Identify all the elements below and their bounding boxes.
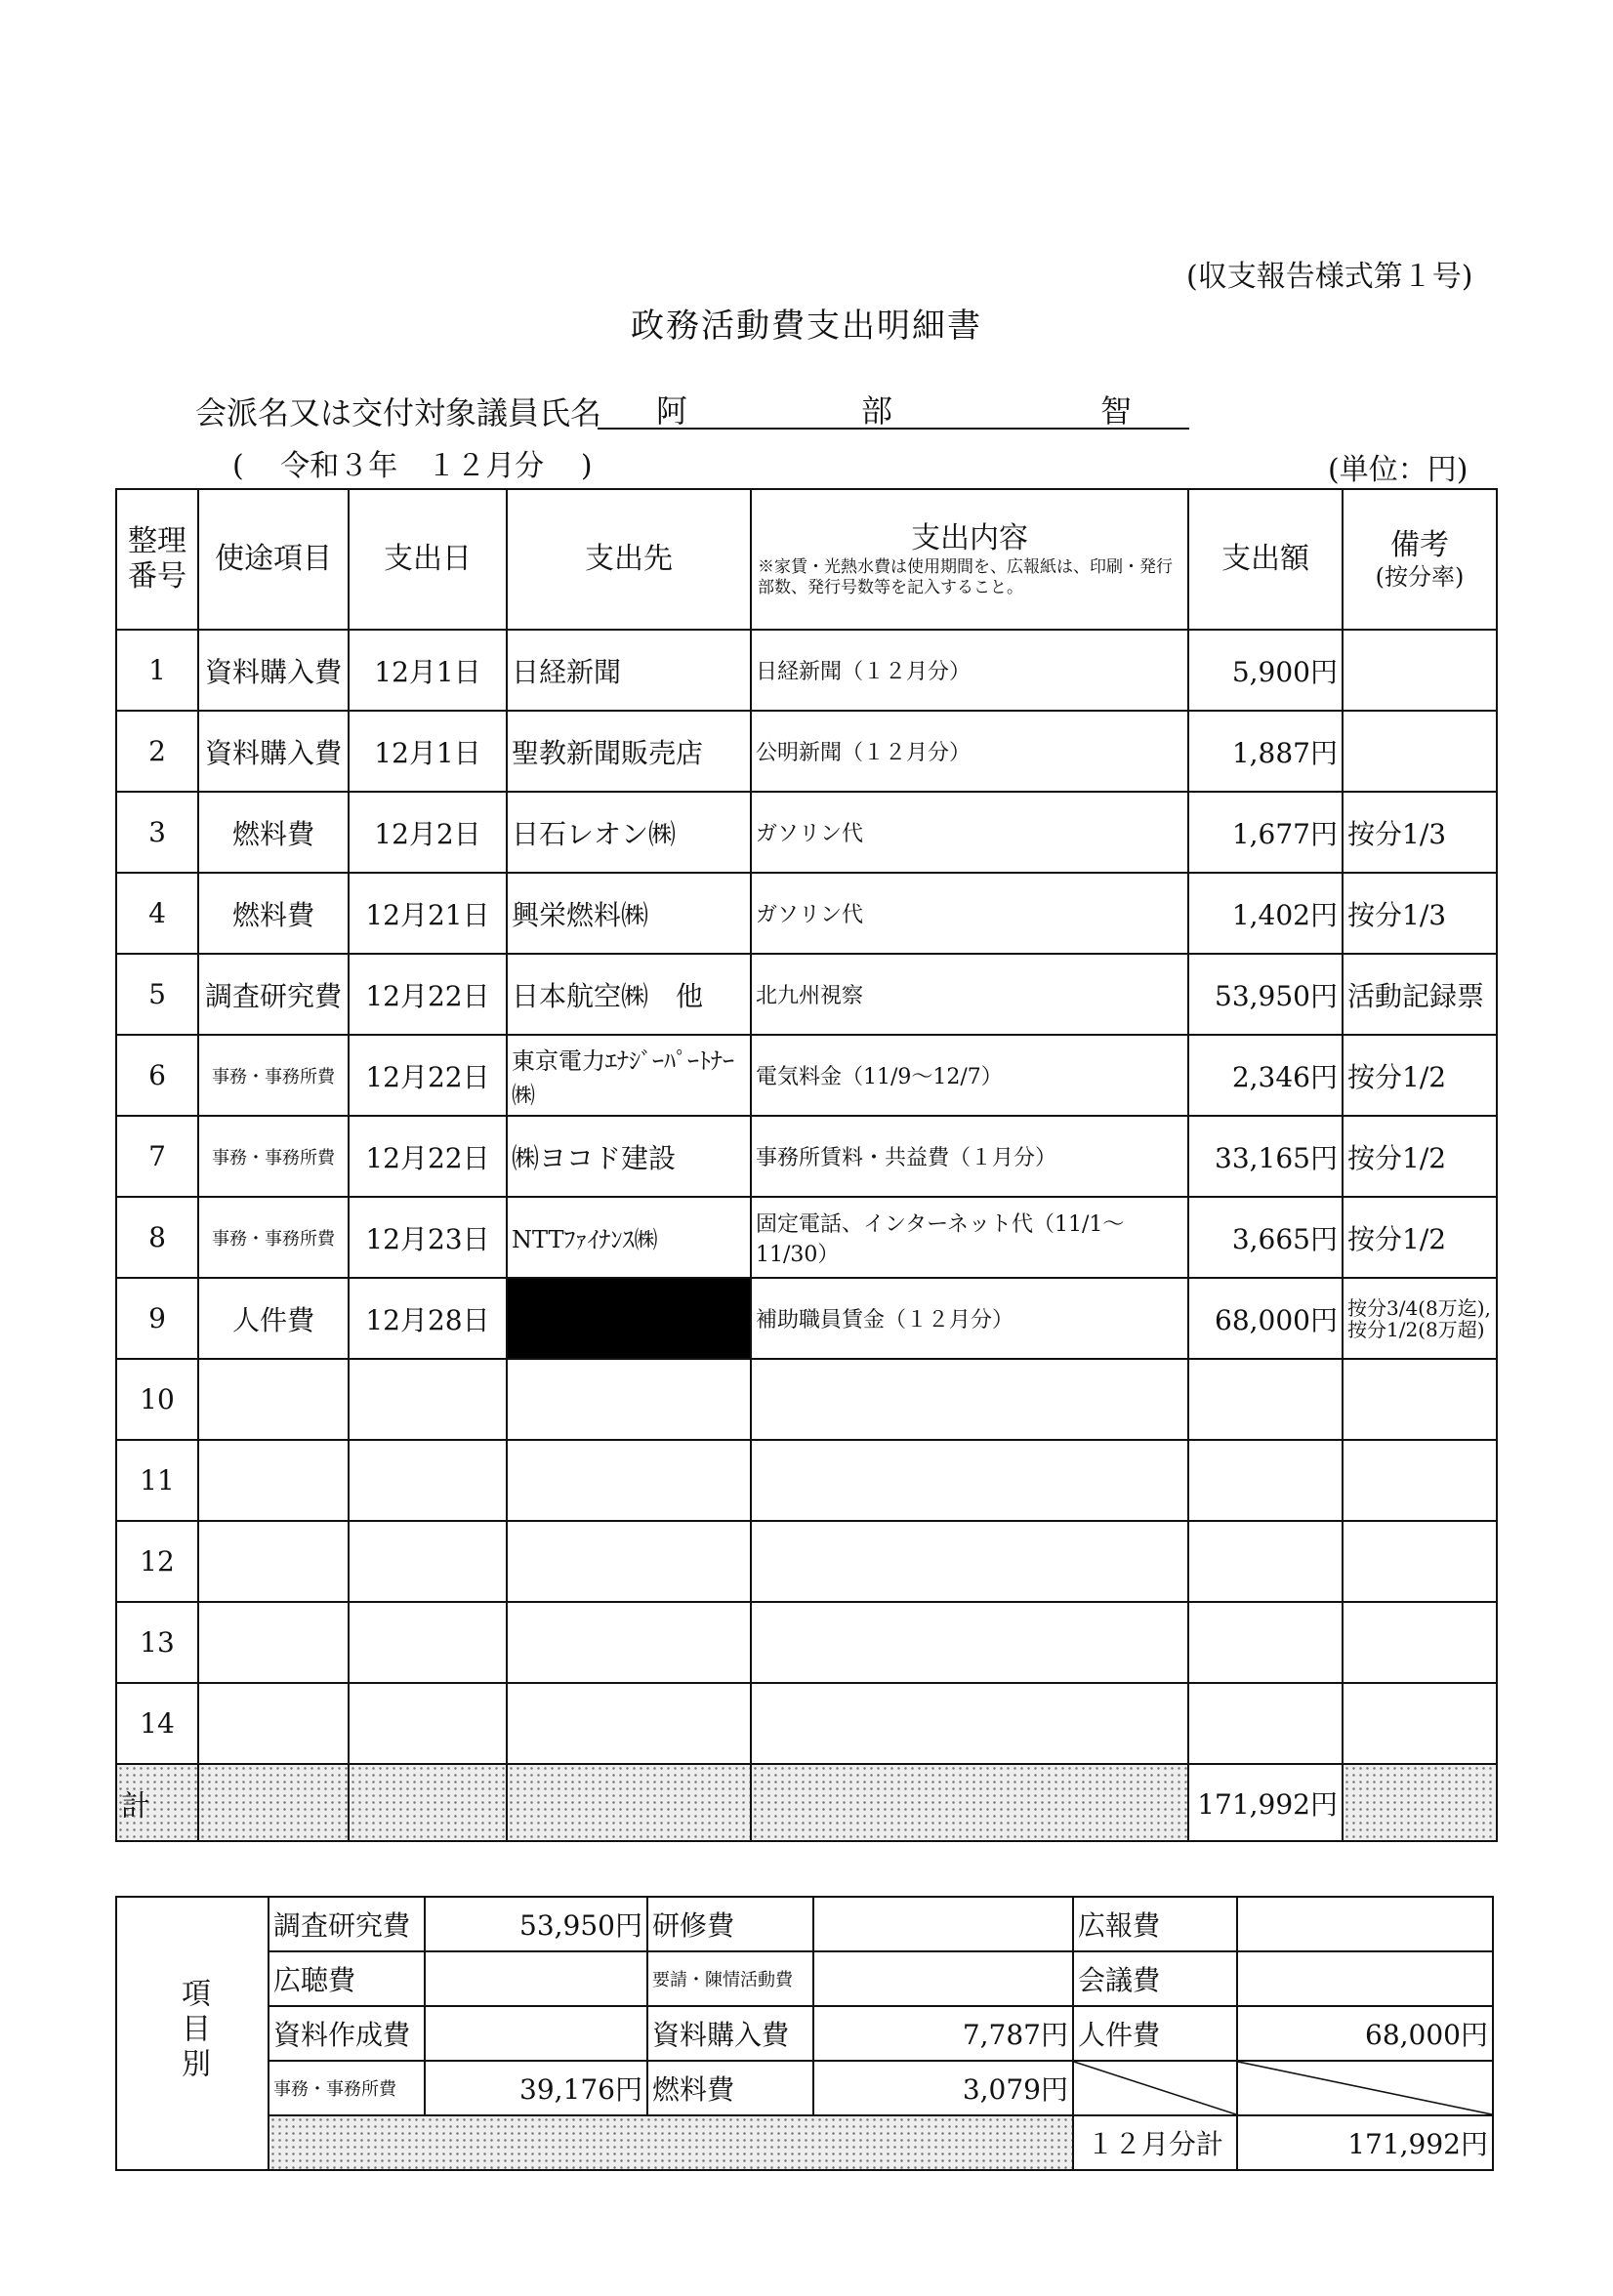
shaded-cell [349, 1764, 507, 1841]
row-content: 電気料金（11/9〜12/7） [751, 1035, 1188, 1116]
row-date: 12月28日 [349, 1278, 507, 1359]
row-remarks [1343, 1359, 1497, 1440]
summary-label: 研修費 [647, 1897, 813, 1951]
summary-label: 要請・陳情活動費 [647, 1951, 813, 2006]
row-no: 1 [116, 630, 198, 711]
summary-value [813, 1897, 1073, 1951]
header-remarks [1343, 489, 1497, 630]
header-no: 整理番号 [116, 489, 198, 630]
table-row [116, 1683, 1497, 1764]
row-payee [507, 1440, 751, 1521]
summary-label: 会議費 [1073, 1951, 1237, 2006]
table-row [116, 1359, 1497, 1440]
member-name-char: 部 [861, 392, 893, 430]
struck-cell [1073, 2061, 1237, 2115]
summary-label: 調査研究費 [269, 1897, 425, 1951]
total-amount: 171,992円 [1188, 1764, 1343, 1841]
row-no: 8 [116, 1197, 198, 1278]
row-content: 事務所賃料・共益費（１月分） [751, 1116, 1188, 1197]
row-category [198, 1521, 349, 1602]
period-open: ( [232, 449, 244, 483]
shaded-cell [507, 1764, 751, 1841]
row-amount: 33,165円 [1188, 1116, 1343, 1197]
row-amount: 3,665円 [1188, 1197, 1343, 1278]
row-date: 12月1日 [349, 630, 507, 711]
row-date: 12月23日 [349, 1197, 507, 1278]
row-no: 11 [116, 1440, 198, 1521]
row-content [751, 1359, 1188, 1440]
summary-label: 広報費 [1073, 1897, 1237, 1951]
header-date: 支出日 [349, 489, 507, 630]
row-content [751, 1440, 1188, 1521]
row-remarks [1343, 1521, 1497, 1602]
summary-value: 68,000円 [1237, 2006, 1493, 2061]
row-remarks: 按分1/3 [1343, 873, 1497, 954]
row-remarks: 按分3/4(8万迄), 按分1/2(8万超) [1343, 1278, 1497, 1359]
row-no: 14 [116, 1683, 198, 1764]
row-date: 12月22日 [349, 1035, 507, 1116]
row-payee [507, 1359, 751, 1440]
row-date: 12月1日 [349, 711, 507, 792]
table-row [116, 1440, 1497, 1521]
table-row [116, 1278, 1497, 1359]
unit-label: (単位：円) [1328, 453, 1468, 487]
table-row [116, 954, 1497, 1035]
row-remarks: 按分1/2 [1343, 1116, 1497, 1197]
row-amount [1188, 1521, 1343, 1602]
period-text: 令和３年 １２月分 [280, 449, 545, 483]
row-payee: 聖教新聞販売店 [507, 711, 751, 792]
row-amount: 1,677円 [1188, 792, 1343, 873]
row-date [349, 1359, 507, 1440]
row-amount: 1,402円 [1188, 873, 1343, 954]
header-category: 使途項目 [198, 489, 349, 630]
summary-value: 53,950円 [425, 1897, 647, 1951]
row-amount [1188, 1359, 1343, 1440]
shaded-cell [198, 1764, 349, 1841]
row-payee [507, 1602, 751, 1683]
summary-value [425, 2006, 647, 2061]
monthly-total-label: １２月分計 [1073, 2115, 1237, 2170]
row-no: 6 [116, 1035, 198, 1116]
summary-value [813, 1951, 1073, 2006]
row-remarks [1343, 630, 1497, 711]
row-content: ガソリン代 [751, 873, 1188, 954]
row-date: 12月22日 [349, 1116, 507, 1197]
period [232, 441, 593, 484]
row-category: 燃料費 [198, 792, 349, 873]
row-payee: 日石レオン㈱ [507, 792, 751, 873]
row-content: 北九州視察 [751, 954, 1188, 1035]
page-title: 政務活動費支出明細書 [631, 307, 982, 346]
summary-label: 資料作成費 [269, 2006, 425, 2061]
row-amount: 68,000円 [1188, 1278, 1343, 1359]
row-no: 3 [116, 792, 198, 873]
row-no: 12 [116, 1521, 198, 1602]
row-payee: ㈱ヨコド建設 [507, 1116, 751, 1197]
summary-label: 燃料費 [647, 2061, 813, 2115]
row-remarks: 活動記録票 [1343, 954, 1497, 1035]
row-date: 12月2日 [349, 792, 507, 873]
row-no: 10 [116, 1359, 198, 1440]
row-category [198, 1440, 349, 1521]
row-payee [507, 1683, 751, 1764]
table-row [116, 873, 1497, 954]
summary-value: 3,079円 [813, 2061, 1073, 2115]
row-category [198, 1683, 349, 1764]
monthly-total-value: 171,992円 [1237, 2115, 1493, 2170]
row-date [349, 1440, 507, 1521]
row-payee: 東京電力ｴﾅｼﾞｰﾊﾟｰﾄﾅｰ㈱ [507, 1035, 751, 1116]
row-date: 12月21日 [349, 873, 507, 954]
row-category: 資料購入費 [198, 630, 349, 711]
row-category: 調査研究費 [198, 954, 349, 1035]
row-content: 日経新聞（１２月分） [751, 630, 1188, 711]
row-amount: 2,346円 [1188, 1035, 1343, 1116]
table-header-row [116, 489, 1497, 630]
row-no: 7 [116, 1116, 198, 1197]
header-remarks-title: 備考 [1390, 527, 1449, 562]
row-content: 公明新聞（１２月分） [751, 711, 1188, 792]
row-date [349, 1683, 507, 1764]
shaded-cell [1343, 1764, 1497, 1841]
row-content: 補助職員賃金（１２月分） [751, 1278, 1188, 1359]
row-remarks: 按分1/2 [1343, 1035, 1497, 1116]
table-row [116, 1521, 1497, 1602]
table-row [116, 630, 1497, 711]
header-content [751, 489, 1188, 630]
header-content-note: ※家賃・光熱水費は使用期間を、広報紙は、印刷・発行部数、発行号数等を記入すること。 [758, 556, 1173, 597]
row-amount [1188, 1602, 1343, 1683]
summary-table [115, 1896, 1494, 2171]
row-amount [1188, 1683, 1343, 1764]
period-close: ) [580, 449, 593, 483]
total-label: 計 [116, 1764, 198, 1841]
row-date: 12月22日 [349, 954, 507, 1035]
row-payee: 日経新聞 [507, 630, 751, 711]
row-date [349, 1602, 507, 1683]
table-row [116, 1035, 1497, 1116]
row-content [751, 1602, 1188, 1683]
row-payee: 日本航空㈱ 他 [507, 954, 751, 1035]
row-remarks [1343, 711, 1497, 792]
row-category: 燃料費 [198, 873, 349, 954]
row-no: 5 [116, 954, 198, 1035]
row-category: 事務・事務所費 [198, 1197, 349, 1278]
summary-value: 7,787円 [813, 2006, 1073, 2061]
row-category: 資料購入費 [198, 711, 349, 792]
expense-table [115, 488, 1498, 1842]
row-payee: NTTﾌｧｲﾅﾝｽ㈱ [507, 1197, 751, 1278]
row-remarks [1343, 1602, 1497, 1683]
table-row [116, 1602, 1497, 1683]
header-payee: 支出先 [507, 489, 751, 630]
header-amount: 支出額 [1188, 489, 1343, 630]
row-no: 4 [116, 873, 198, 954]
row-amount: 1,887円 [1188, 711, 1343, 792]
summary-label: 資料購入費 [647, 2006, 813, 2061]
form-number: (収支報告様式第１号) [1186, 260, 1473, 294]
member-name-char: 阿 [656, 392, 688, 430]
table-row [116, 711, 1497, 792]
row-payee [507, 1521, 751, 1602]
row-category: 事務・事務所費 [198, 1035, 349, 1116]
row-amount: 5,900円 [1188, 630, 1343, 711]
row-amount [1188, 1440, 1343, 1521]
row-category: 事務・事務所費 [198, 1116, 349, 1197]
header-content-title: 支出内容 [911, 521, 1028, 555]
row-amount: 53,950円 [1188, 954, 1343, 1035]
row-remarks: 按分1/3 [1343, 792, 1497, 873]
row-content [751, 1521, 1188, 1602]
shaded-cell [751, 1764, 1188, 1841]
summary-value [1237, 1951, 1493, 2006]
row-content: 固定電話、インターネット代（11/1〜11/30） [751, 1197, 1188, 1278]
summary-side-label: 項目別 [176, 1977, 210, 2083]
summary-label: 人件費 [1073, 2006, 1237, 2061]
row-content: ガソリン代 [751, 792, 1188, 873]
row-payee: 興栄燃料㈱ [507, 873, 751, 954]
row-remarks [1343, 1440, 1497, 1521]
row-remarks: 按分1/2 [1343, 1197, 1497, 1278]
row-category [198, 1602, 349, 1683]
row-no: 9 [116, 1278, 198, 1359]
total-row [116, 1764, 1497, 1841]
summary-value: 39,176円 [425, 2061, 647, 2115]
faction-label: 会派名又は交付対象議員氏名 [195, 394, 602, 431]
summary-side-label-cell [116, 1897, 269, 2170]
summary-label: 事務・事務所費 [269, 2061, 425, 2115]
member-name-field [598, 383, 1189, 430]
summary-value [1237, 1897, 1493, 1951]
shaded-cell [269, 2115, 1073, 2170]
table-row [116, 792, 1497, 873]
struck-cell [1237, 2061, 1493, 2115]
row-remarks [1343, 1683, 1497, 1764]
row-no: 2 [116, 711, 198, 792]
row-content [751, 1683, 1188, 1764]
summary-label: 広聴費 [269, 1951, 425, 2006]
row-category: 人件費 [198, 1278, 349, 1359]
member-name-char: 智 [1100, 392, 1133, 430]
summary-value [425, 1951, 647, 2006]
row-date [349, 1521, 507, 1602]
table-row [116, 1197, 1497, 1278]
table-row [116, 1116, 1497, 1197]
row-no: 13 [116, 1602, 198, 1683]
header-remarks-sub: (按分率) [1375, 562, 1465, 591]
row-category [198, 1359, 349, 1440]
redacted-payee [507, 1278, 751, 1359]
